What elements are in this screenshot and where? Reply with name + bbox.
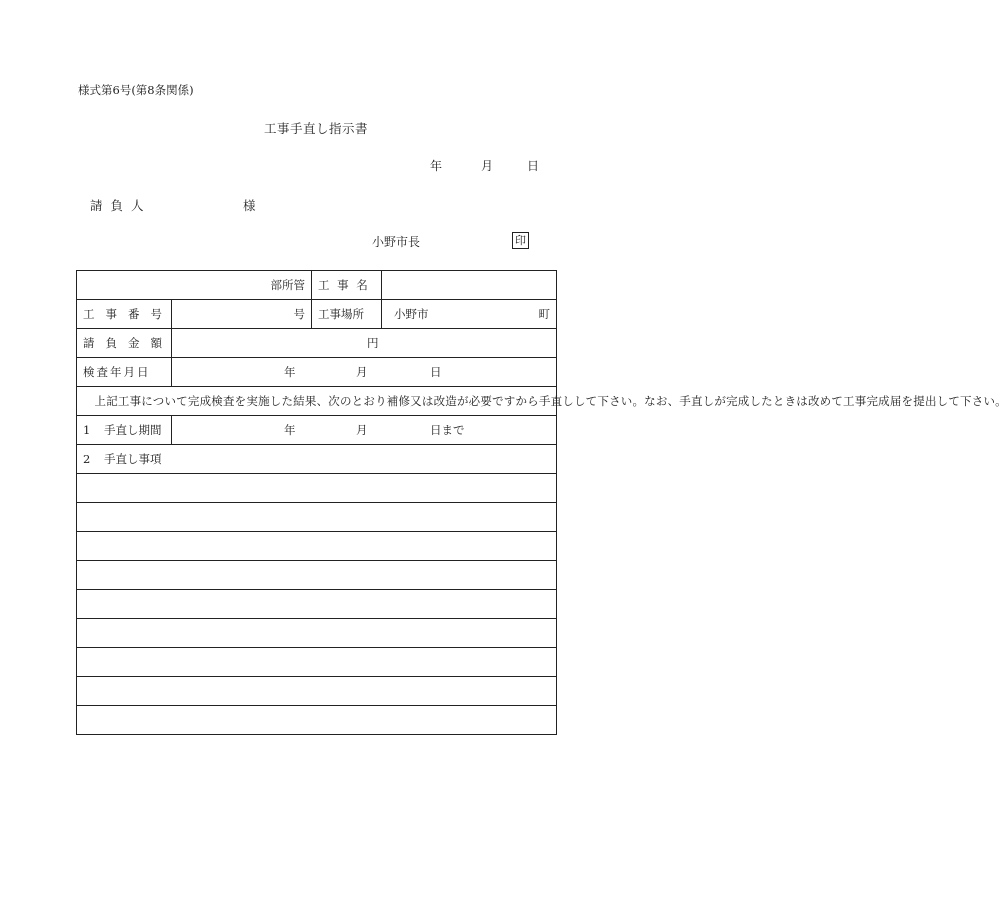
contract-amount-field[interactable] (172, 329, 557, 358)
seal-stamp: 印 (512, 232, 529, 249)
repair-item-row (77, 677, 557, 706)
repair-period-number: 1 (83, 423, 91, 437)
repair-item-line[interactable] (77, 532, 557, 561)
project-name-label: 工 事 名 (312, 271, 382, 300)
inspection-date-label: 検査年月日 (77, 358, 172, 387)
repair-item-row (77, 503, 557, 532)
repair-item-line[interactable] (77, 474, 557, 503)
contractor-label (90, 200, 145, 213)
document-title: 工事手直し指示書 (264, 121, 369, 136)
repair-item-line[interactable] (77, 561, 557, 590)
issuer-name: 小野市長 (372, 235, 421, 249)
repair-item-row (77, 474, 557, 503)
repair-items-header (77, 445, 557, 474)
period-month-label: 月 (356, 423, 368, 437)
location-field[interactable] (382, 300, 557, 329)
project-name-field[interactable] (382, 271, 557, 300)
repair-item-line[interactable] (77, 503, 557, 532)
inspection-day-label: 日 (430, 365, 442, 379)
repair-item-row (77, 619, 557, 648)
issue-date-month-label: 月 (481, 159, 494, 173)
form-code: 様式第6号(第8条関係) (78, 83, 194, 97)
contractor-label-text: 請 負 人 (90, 198, 146, 213)
repair-item-line[interactable] (77, 590, 557, 619)
repair-period-label-cell (77, 416, 172, 445)
inspection-date-row (77, 358, 557, 387)
repair-items-label: 手直し事項 (103, 452, 162, 466)
repair-item-row (77, 706, 557, 735)
location-town-suffix: 町 (538, 307, 550, 321)
repair-item-row (77, 648, 557, 677)
repair-item-line[interactable] (77, 648, 557, 677)
contract-amount-label: 請負金額 (77, 329, 172, 358)
notice-row (77, 387, 557, 416)
issue-date-day-label: 日 (527, 159, 540, 173)
repair-item-line[interactable] (77, 619, 557, 648)
location-city: 小野市 (394, 307, 429, 321)
project-number-suffix: 号 (293, 307, 305, 321)
dept-label: 部所管 (77, 271, 312, 300)
contractor-honorific: 様 (243, 198, 256, 213)
period-year-label: 年 (284, 423, 296, 437)
repair-items-number: 2 (83, 452, 91, 466)
contract-amount-row (77, 329, 557, 358)
repair-item-line[interactable] (77, 677, 557, 706)
project-number-label: 工事番号 (77, 300, 172, 329)
repair-period-row (77, 416, 557, 445)
project-number-field[interactable] (172, 300, 312, 329)
form-table (76, 270, 1007, 735)
repair-item-row (77, 590, 557, 619)
repair-item-line[interactable] (77, 706, 557, 735)
inspection-month-label: 月 (356, 365, 368, 379)
contract-amount-unit: 円 (367, 336, 379, 350)
inspection-year-label: 年 (284, 365, 296, 379)
project-name-row (77, 271, 557, 300)
issue-date-year-label: 年 (430, 159, 443, 173)
repair-items-header-row (77, 445, 557, 474)
repair-item-row (77, 532, 557, 561)
notice-text: 上記工事について完成検査を実施した結果、次のとおり補修又は改造が必要ですから手直しして下さい。なお、手直しが完成したときは改めて工事完成届を提出して下さい。 (94, 393, 1007, 408)
project-number-row (77, 300, 557, 329)
repair-item-row (77, 561, 557, 590)
repair-period-label: 手直し期間 (103, 423, 162, 437)
inspection-date-field[interactable] (172, 358, 557, 387)
repair-period-field[interactable] (172, 416, 557, 445)
period-until-label: 日まで (430, 423, 465, 437)
location-label: 工事場所 (312, 300, 382, 329)
notice-cell (77, 387, 1007, 416)
